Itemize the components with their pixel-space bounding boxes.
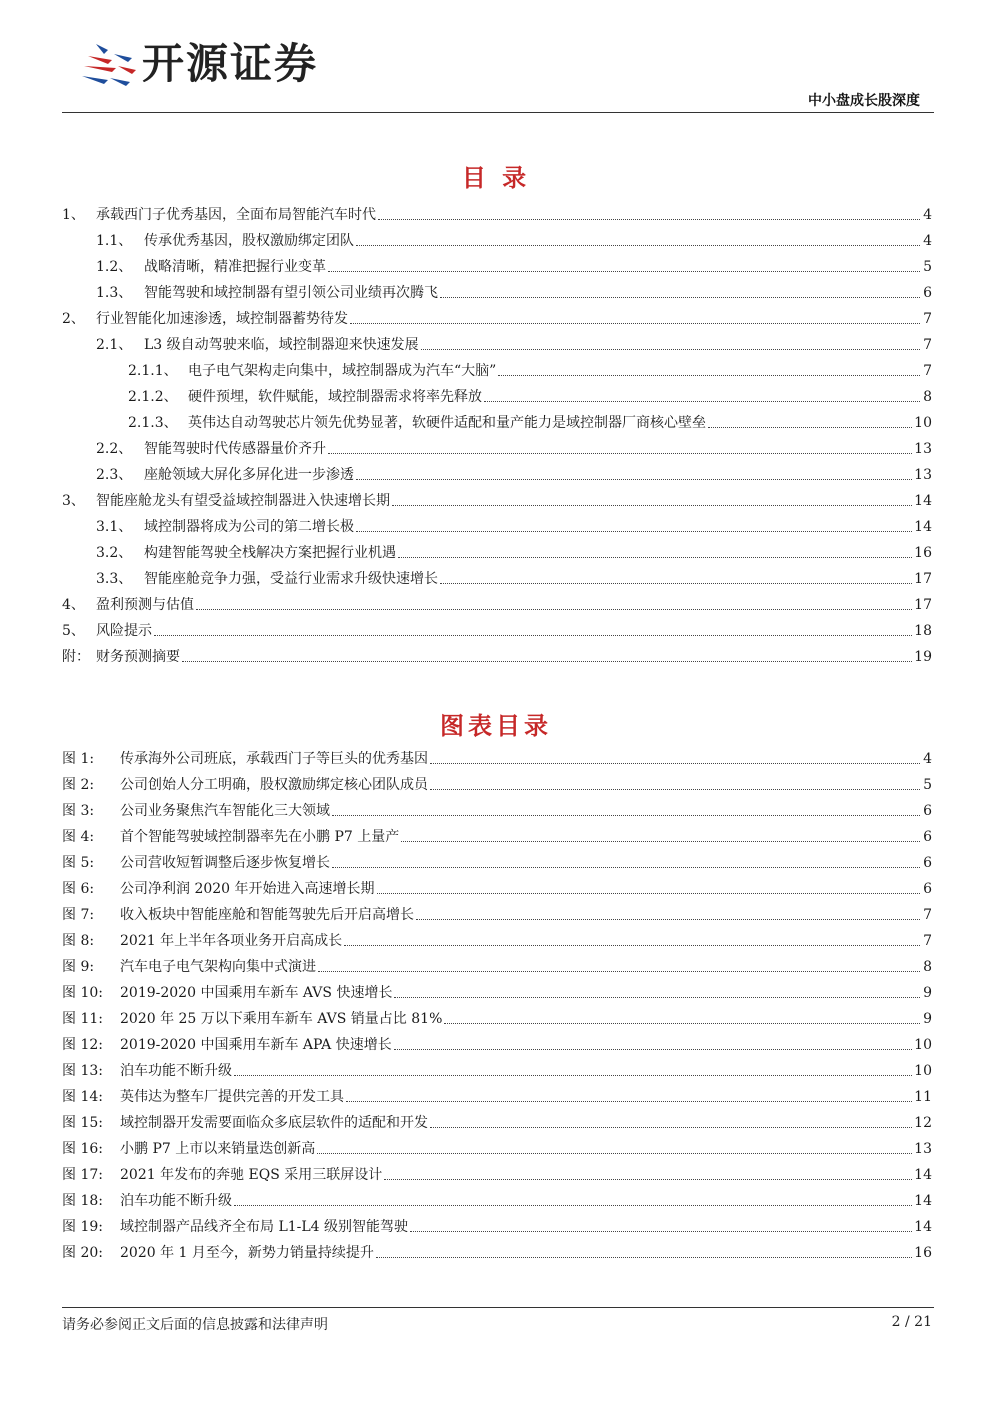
leader-dots bbox=[401, 841, 920, 842]
toc-list bbox=[62, 198, 932, 666]
toc-entry[interactable] bbox=[62, 640, 932, 666]
figure-entry[interactable] bbox=[62, 1106, 932, 1132]
entry-page-number: 13 bbox=[914, 441, 932, 457]
entry-title: 电子电气架构走向集中，域控制器成为汽车“大脑” bbox=[188, 363, 497, 379]
leader-dots bbox=[356, 479, 912, 480]
entry-page-number: 4 bbox=[923, 233, 932, 249]
entry-number: 5、 bbox=[62, 623, 85, 639]
entry-page-number: 7 bbox=[923, 907, 932, 923]
entry-number: 图 16: bbox=[62, 1141, 103, 1157]
figure-entry[interactable] bbox=[62, 768, 932, 794]
entry-page-number: 7 bbox=[923, 933, 932, 949]
entry-number: 图 7: bbox=[62, 907, 95, 923]
leader-dots bbox=[498, 375, 920, 376]
entry-number: 图 6: bbox=[62, 881, 95, 897]
toc-entry[interactable] bbox=[62, 198, 932, 224]
logo-mark-icon bbox=[78, 36, 138, 92]
entry-title: 传承海外公司班底，承载西门子等巨头的优秀基因 bbox=[120, 751, 428, 767]
entry-page-number: 6 bbox=[923, 829, 932, 845]
entry-page-number: 8 bbox=[923, 959, 932, 975]
toc-entry[interactable] bbox=[62, 276, 932, 302]
figures-list bbox=[62, 742, 932, 1262]
entry-page-number: 17 bbox=[914, 571, 932, 587]
figure-entry[interactable] bbox=[62, 1236, 932, 1262]
entry-title: 2019-2020 中国乘用车新车 APA 快速增长 bbox=[120, 1037, 392, 1053]
entry-title: 行业智能化加速渗透，域控制器蓄势待发 bbox=[96, 311, 348, 327]
entry-page-number: 4 bbox=[923, 207, 932, 223]
leader-dots bbox=[708, 427, 912, 428]
toc-entry[interactable] bbox=[62, 484, 932, 510]
entry-page-number: 16 bbox=[914, 545, 932, 561]
entry-number: 2.1.1、 bbox=[128, 363, 178, 379]
entry-page-number: 14 bbox=[914, 1193, 932, 1209]
entry-page-number: 7 bbox=[923, 363, 932, 379]
page-header bbox=[0, 0, 992, 116]
toc-entry[interactable] bbox=[62, 458, 932, 484]
entry-page-number: 6 bbox=[923, 803, 932, 819]
entry-title: 公司创始人分工明确，股权激励绑定核心团队成员 bbox=[120, 777, 428, 793]
header-divider bbox=[62, 112, 934, 113]
entry-page-number: 12 bbox=[914, 1115, 932, 1131]
toc-entry[interactable] bbox=[62, 302, 932, 328]
leader-dots bbox=[440, 297, 920, 298]
entry-title: 智能座舱龙头有望受益域控制器进入快速增长期 bbox=[96, 493, 390, 509]
toc-entry[interactable] bbox=[62, 224, 932, 250]
entry-title: 域控制器将成为公司的第二增长极 bbox=[144, 519, 354, 535]
toc-entry[interactable] bbox=[62, 406, 932, 432]
leader-dots bbox=[328, 453, 912, 454]
entry-title: 2019-2020 中国乘用车新车 AVS 快速增长 bbox=[120, 985, 393, 1001]
entry-number: 图 19: bbox=[62, 1219, 103, 1235]
entry-title: 收入板块中智能座舱和智能驾驶先后开启高增长 bbox=[120, 907, 414, 923]
figure-entry[interactable] bbox=[62, 976, 932, 1002]
figure-entry[interactable] bbox=[62, 1054, 932, 1080]
leader-dots bbox=[332, 815, 920, 816]
entry-number: 图 5: bbox=[62, 855, 95, 871]
entry-page-number: 17 bbox=[914, 597, 932, 613]
entry-page-number: 5 bbox=[923, 259, 932, 275]
figure-entry[interactable] bbox=[62, 1184, 932, 1210]
entry-number: 2.1.3、 bbox=[128, 415, 178, 431]
figure-entry[interactable] bbox=[62, 1158, 932, 1184]
footer-divider bbox=[62, 1307, 934, 1308]
entry-page-number: 11 bbox=[914, 1089, 932, 1105]
entry-number: 3.1、 bbox=[96, 519, 133, 535]
entry-title: 域控制器产品线齐全布局 L1-L4 级别智能驾驶 bbox=[120, 1219, 409, 1235]
toc-entry[interactable] bbox=[62, 536, 932, 562]
entry-number: 图 4: bbox=[62, 829, 95, 845]
entry-title: 构建智能驾驶全栈解决方案把握行业机遇 bbox=[144, 545, 396, 561]
entry-number: 图 2: bbox=[62, 777, 95, 793]
entry-page-number: 9 bbox=[923, 985, 932, 1001]
entry-page-number: 14 bbox=[914, 1167, 932, 1183]
leader-dots bbox=[394, 1049, 912, 1050]
figure-entry[interactable] bbox=[62, 1132, 932, 1158]
entry-title: 盈利预测与估值 bbox=[96, 597, 194, 613]
toc-entry[interactable] bbox=[62, 354, 932, 380]
entry-page-number: 18 bbox=[914, 623, 932, 639]
leader-dots bbox=[182, 661, 912, 662]
figure-entry[interactable] bbox=[62, 1028, 932, 1054]
leader-dots bbox=[234, 1075, 912, 1076]
entry-number: 3.2、 bbox=[96, 545, 133, 561]
leader-dots bbox=[378, 219, 920, 220]
figure-entry[interactable] bbox=[62, 1210, 932, 1236]
entry-page-number: 6 bbox=[923, 285, 932, 301]
entry-page-number: 10 bbox=[914, 415, 932, 431]
entry-page-number: 8 bbox=[923, 389, 932, 405]
company-logo bbox=[78, 36, 358, 92]
entry-number: 2.3、 bbox=[96, 467, 133, 483]
toc-entry[interactable] bbox=[62, 432, 932, 458]
entry-title: 泊车功能不断升级 bbox=[120, 1063, 232, 1079]
toc-entry[interactable] bbox=[62, 250, 932, 276]
entry-title: 风险提示 bbox=[96, 623, 152, 639]
entry-page-number: 7 bbox=[923, 311, 932, 327]
entry-title: 英伟达自动驾驶芯片领先优势显著，软硬件适配和量产能力是域控制器厂商核心壁垒 bbox=[188, 415, 706, 431]
report-type: 中小盘成长股深度 bbox=[808, 93, 920, 109]
figure-entry[interactable] bbox=[62, 924, 932, 950]
leader-dots bbox=[416, 919, 920, 920]
entry-title: 承载西门子优秀基因，全面布局智能汽车时代 bbox=[96, 207, 376, 223]
entry-page-number: 13 bbox=[914, 1141, 932, 1157]
entry-title: 智能座舱竞争力强，受益行业需求升级快速增长 bbox=[144, 571, 438, 587]
entry-number: 1.2、 bbox=[96, 259, 133, 275]
entry-page-number: 19 bbox=[914, 649, 932, 665]
leader-dots bbox=[350, 323, 920, 324]
entry-title: 座舱领域大屏化多屏化进一步渗透 bbox=[144, 467, 354, 483]
leader-dots bbox=[384, 1179, 912, 1180]
leader-dots bbox=[430, 763, 920, 764]
figure-entry[interactable] bbox=[62, 794, 932, 820]
entry-page-number: 10 bbox=[914, 1037, 932, 1053]
entry-number: 图 11: bbox=[62, 1011, 103, 1027]
leader-dots bbox=[332, 867, 920, 868]
entry-number: 图 17: bbox=[62, 1167, 103, 1183]
leader-dots bbox=[484, 401, 920, 402]
entry-title: 传承优秀基因，股权激励绑定团队 bbox=[144, 233, 354, 249]
leader-dots bbox=[317, 1153, 912, 1154]
entry-number: 图 10: bbox=[62, 985, 103, 1001]
toc-entry[interactable] bbox=[62, 328, 932, 354]
entry-number: 3、 bbox=[62, 493, 85, 509]
entry-title: 公司净利润 2020 年开始进入高速增长期 bbox=[120, 881, 375, 897]
entry-number: 图 8: bbox=[62, 933, 95, 949]
entry-number: 1.1、 bbox=[96, 233, 133, 249]
entry-number: 图 12: bbox=[62, 1037, 103, 1053]
leader-dots bbox=[234, 1205, 912, 1206]
leader-dots bbox=[392, 505, 912, 506]
entry-page-number: 6 bbox=[923, 881, 932, 897]
leader-dots bbox=[430, 1127, 912, 1128]
figure-entry[interactable] bbox=[62, 898, 932, 924]
leader-dots bbox=[440, 583, 912, 584]
leader-dots bbox=[398, 557, 912, 558]
leader-dots bbox=[154, 635, 912, 636]
entry-number: 3.3、 bbox=[96, 571, 133, 587]
entry-title: 2021 年发布的奔驰 EQS 采用三联屏设计 bbox=[120, 1167, 383, 1183]
entry-title: 智能驾驶时代传感器量价齐升 bbox=[144, 441, 326, 457]
entry-title: 战略清晰，精准把握行业变革 bbox=[144, 259, 326, 275]
entry-number: 图 9: bbox=[62, 959, 95, 975]
toc-entry[interactable] bbox=[62, 380, 932, 406]
entry-title: 汽车电子电气架构向集中式演进 bbox=[120, 959, 316, 975]
entry-title: 财务预测摘要 bbox=[96, 649, 180, 665]
figure-entry[interactable] bbox=[62, 846, 932, 872]
entry-page-number: 4 bbox=[923, 751, 932, 767]
leader-dots bbox=[394, 997, 920, 998]
entry-title: 域控制器开发需要面临众多底层软件的适配和开发 bbox=[120, 1115, 428, 1131]
footer-disclaimer: 请务必参阅正文后面的信息披露和法律声明 bbox=[62, 1317, 328, 1333]
entry-number: 1、 bbox=[62, 207, 85, 223]
leader-dots bbox=[377, 893, 920, 894]
leader-dots bbox=[344, 945, 920, 946]
leader-dots bbox=[318, 971, 920, 972]
toc-entry[interactable] bbox=[62, 562, 932, 588]
leader-dots bbox=[376, 1257, 912, 1258]
logo-text: 开源证券 bbox=[142, 39, 319, 88]
leader-dots bbox=[430, 789, 920, 790]
entry-number: 2、 bbox=[62, 311, 85, 327]
figure-entry[interactable] bbox=[62, 742, 932, 768]
entry-number: 图 20: bbox=[62, 1245, 103, 1261]
entry-page-number: 14 bbox=[914, 1219, 932, 1235]
entry-title: 英伟达为整车厂提供完善的开发工具 bbox=[120, 1089, 344, 1105]
leader-dots bbox=[356, 531, 912, 532]
entry-number: 图 3: bbox=[62, 803, 95, 819]
entry-number: 图 13: bbox=[62, 1063, 103, 1079]
entry-page-number: 9 bbox=[923, 1011, 932, 1027]
leader-dots bbox=[328, 271, 920, 272]
leader-dots bbox=[410, 1231, 912, 1232]
page-indicator: 2 / 21 bbox=[891, 1314, 932, 1330]
leader-dots bbox=[356, 245, 920, 246]
entry-page-number: 14 bbox=[914, 519, 932, 535]
toc-title: 目 录 bbox=[461, 164, 531, 192]
entry-number: 2.1.2、 bbox=[128, 389, 178, 405]
toc-entry[interactable] bbox=[62, 614, 932, 640]
entry-number: 1.3、 bbox=[96, 285, 133, 301]
entry-title: 公司营收短暂调整后逐步恢复增长 bbox=[120, 855, 330, 871]
entry-page-number: 14 bbox=[914, 493, 932, 509]
leader-dots bbox=[444, 1023, 920, 1024]
entry-title: 2020 年 1 月至今，新势力销量持续提升 bbox=[120, 1245, 374, 1261]
leader-dots bbox=[346, 1101, 912, 1102]
entry-number: 附： bbox=[62, 649, 90, 665]
figure-entry[interactable] bbox=[62, 1080, 932, 1106]
leader-dots bbox=[421, 349, 920, 350]
figure-entry[interactable] bbox=[62, 820, 932, 846]
figure-entry[interactable] bbox=[62, 950, 932, 976]
entry-number: 图 1: bbox=[62, 751, 95, 767]
entry-page-number: 10 bbox=[914, 1063, 932, 1079]
entry-title: 硬件预埋，软件赋能，域控制器需求将率先释放 bbox=[188, 389, 482, 405]
entry-title: 公司业务聚焦汽车智能化三大领域 bbox=[120, 803, 330, 819]
entry-page-number: 5 bbox=[923, 777, 932, 793]
toc-entry[interactable] bbox=[62, 510, 932, 536]
entry-title: 泊车功能不断升级 bbox=[120, 1193, 232, 1209]
entry-page-number: 16 bbox=[914, 1245, 932, 1261]
entry-title: 小鹏 P7 上市以来销量迭创新高 bbox=[120, 1141, 316, 1157]
entry-title: 2020 年 25 万以下乘用车新车 AVS 销量占比 81% bbox=[120, 1011, 443, 1027]
entry-title: 2021 年上半年各项业务开启高成长 bbox=[120, 933, 343, 949]
figures-title: 图表目录 bbox=[440, 712, 552, 740]
leader-dots bbox=[196, 609, 912, 610]
figure-entry[interactable] bbox=[62, 872, 932, 898]
entry-title: L3 级自动驾驶来临，域控制器迎来快速发展 bbox=[144, 337, 419, 353]
entry-number: 图 15: bbox=[62, 1115, 103, 1131]
entry-number: 4、 bbox=[62, 597, 85, 613]
entry-page-number: 13 bbox=[914, 467, 932, 483]
toc-entry[interactable] bbox=[62, 588, 932, 614]
entry-number: 图 14: bbox=[62, 1089, 103, 1105]
entry-title: 智能驾驶和域控制器有望引领公司业绩再次腾飞 bbox=[144, 285, 438, 301]
entry-page-number: 6 bbox=[923, 855, 932, 871]
entry-title: 首个智能驾驶域控制器率先在小鹏 P7 上量产 bbox=[120, 829, 400, 845]
entry-number: 2.2、 bbox=[96, 441, 133, 457]
entry-number: 2.1、 bbox=[96, 337, 133, 353]
entry-number: 图 18: bbox=[62, 1193, 103, 1209]
entry-page-number: 7 bbox=[923, 337, 932, 353]
figure-entry[interactable] bbox=[62, 1002, 932, 1028]
